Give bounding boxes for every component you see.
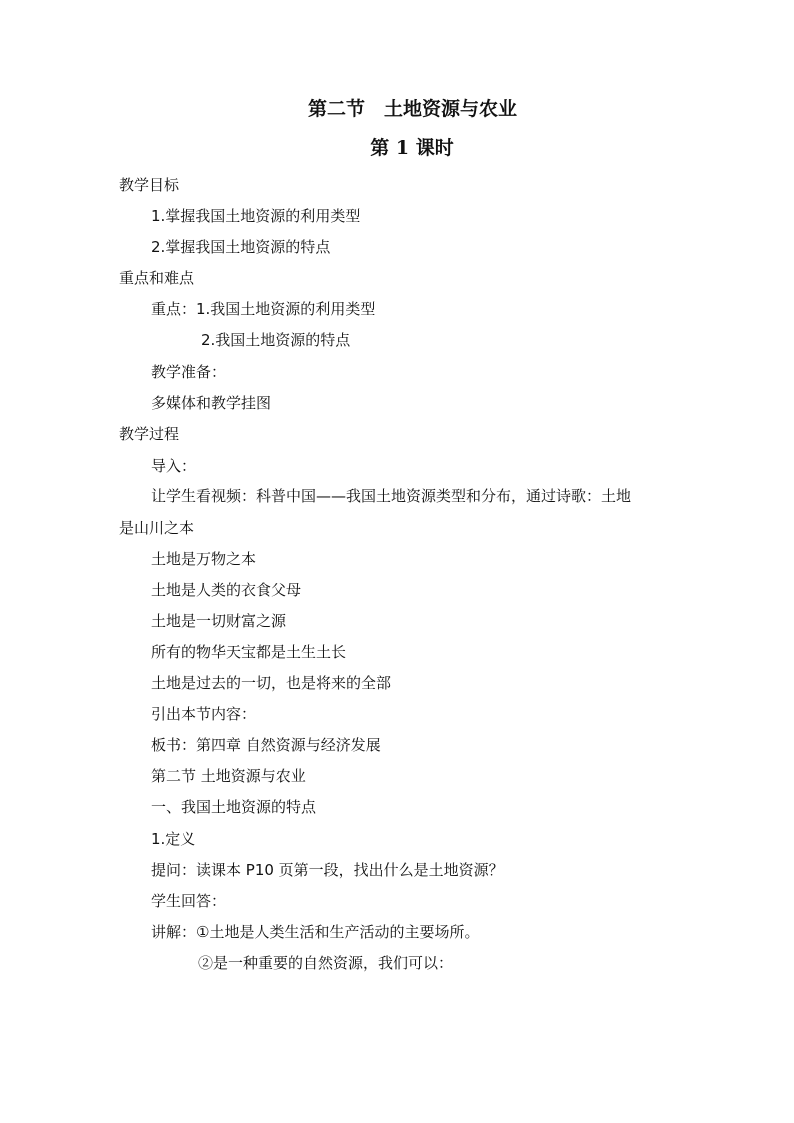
- preparation-text: 多媒体和教学挂图: [151, 394, 272, 412]
- question-text: 提问：读课本 P10 页第一段，找出什么是土地资源？: [151, 861, 504, 879]
- student-answer-label: 学生回答：: [151, 892, 227, 910]
- intro-text: 让学生看视频：科普中国——我国土地资源类型和分布，通过诗歌：土地: [151, 487, 632, 505]
- section-title: 第二节 土地资源与农业: [307, 98, 517, 120]
- lead-in-text: 引出本节内容：: [151, 705, 257, 723]
- explanation-point-1: 讲解：①土地是人类生活和生产活动的主要场所。: [151, 923, 480, 941]
- definition-heading: 1.定义: [151, 830, 196, 848]
- goal-item-2: 2.掌握我国土地资源的特点: [151, 238, 331, 256]
- heading-preparation: 教学准备：: [151, 363, 227, 381]
- poem-line-2: 土地是人类的衣食父母: [151, 581, 302, 599]
- poem-line-3: 土地是一切财富之源: [151, 612, 287, 630]
- board-chapter: 板书：第四章 自然资源与经济发展: [151, 736, 381, 754]
- heading-key-points: 重点和难点: [119, 269, 195, 287]
- intro-label: 导入：: [151, 457, 197, 475]
- poem-line-4: 所有的物华天宝都是土生土长: [151, 643, 347, 661]
- heading-teaching-goals: 教学目标: [119, 176, 180, 194]
- key-point-1: 重点：1.我国土地资源的利用类型: [151, 300, 376, 318]
- goal-item-1: 1.掌握我国土地资源的利用类型: [151, 207, 361, 225]
- poem-line-1: 土地是万物之本: [151, 550, 257, 568]
- board-section: 第二节 土地资源与农业: [151, 767, 306, 785]
- key-point-2: 2.我国土地资源的特点: [201, 331, 351, 349]
- poem-line-5: 土地是过去的一切，也是将来的全部: [151, 674, 392, 692]
- intro-text-continued: 是山川之本: [119, 519, 195, 537]
- explanation-point-2: ②是一种重要的自然资源，我们可以：: [198, 954, 454, 972]
- subsection-heading: 一、我国土地资源的特点: [151, 798, 317, 816]
- lesson-number: 第 1 课时: [370, 137, 454, 159]
- heading-teaching-process: 教学过程: [119, 425, 180, 443]
